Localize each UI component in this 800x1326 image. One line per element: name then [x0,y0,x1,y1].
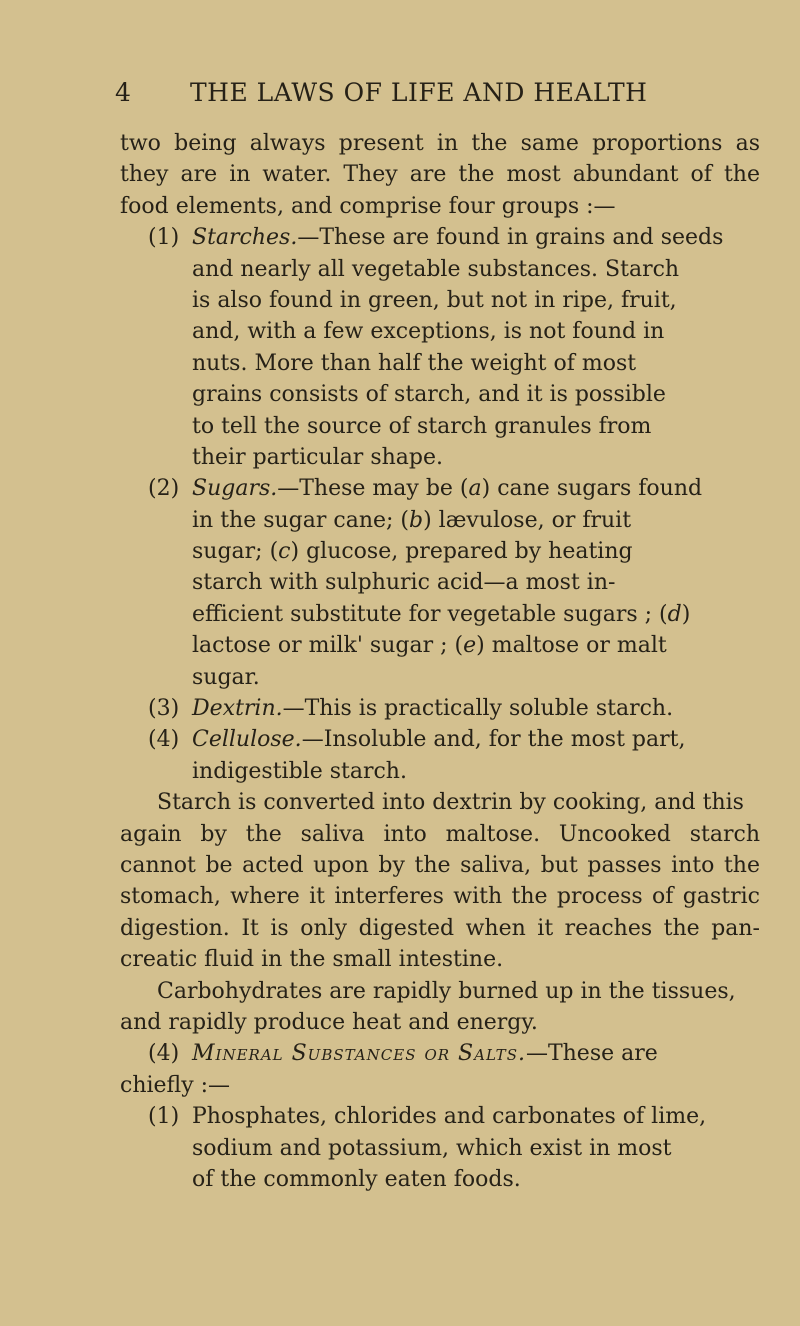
text-span: ) glucose, prepared by heating [290,539,633,565]
text-span: —These are [525,1041,658,1067]
text-span: —This is practically soluble starch. [282,696,674,722]
letter-b: b [409,507,424,533]
sugars-line [120,473,760,504]
text-line [120,630,760,661]
minerals-heading: Mineral Substances or Salts. [192,1041,526,1067]
text-line: their particular shape. [192,444,443,470]
text-line: they are in water. They are the most abundant of the [120,162,760,188]
item-label: (1) [148,1104,180,1130]
minerals-heading-line [120,1038,760,1069]
text-line: chiefly :— [120,1072,231,1098]
text-span: —These may be ( [277,476,469,502]
text-line: indigestible starch. [192,758,407,784]
letter-c: c [278,539,291,565]
text-span: efficient substitute for vegetable sugars ; ( [192,601,668,627]
text-span: ) maltose or malt [476,633,667,659]
text-line: two being always present in the same proportions as [120,131,760,156]
page-number: 4 [115,78,132,107]
term-sugars: Sugars. [192,476,278,502]
cellulose-line [120,724,760,755]
text-line: grains consists of starch, and it is possible [192,382,666,408]
item-label: (1) [148,225,180,251]
text-line: sugar. [192,664,260,690]
item-label: (3) [148,696,180,722]
phosphates-line [120,1101,760,1132]
running-title: THE LAWS OF LIFE AND HEALTH [190,78,648,107]
text-span: ) lævulose, or fruit [423,507,632,533]
text-line: Starch is converted into dextrin by cooking, and this [157,790,744,816]
text-span: sugar; ( [192,539,279,565]
item-label: (4) [148,1041,180,1067]
text-line [120,505,760,536]
item-label: (2) [148,476,180,502]
text-line: food elements, and comprise four groups :— [120,193,616,219]
text-line: creatic fluid in the small intestine. [120,947,504,973]
text-span: —These are found in grains and seeds [297,225,724,251]
term-starches: Starches. [192,225,298,251]
text-line: cannot be acted upon by the saliva, but passes into the [120,852,760,878]
text-span: Phosphates, chlorides and carbonates of lime, [192,1104,707,1130]
text-line: again by the saliva into maltose. Uncooked starch [120,821,760,847]
text-span: ) cane sugars found [481,476,703,502]
text-line: and, with a few exceptions, is not found in [192,319,665,345]
text-line: starch with sulphuric acid—a most in- [192,570,616,596]
text-span: lactose or milk' sugar ; ( [192,633,464,659]
text-line: stomach, where it interferes with the process of gastric [120,884,760,910]
text-line: digestion. It is only digested when it reaches the pan- [120,915,760,941]
text-line [120,599,760,630]
text-line: of the commonly eaten foods. [192,1166,521,1192]
text-span: in the sugar cane; ( [192,507,410,533]
body-text [120,128,760,1195]
text-line [120,536,760,567]
dextrin-line [120,693,760,724]
text-line: nuts. More than half the weight of most [192,350,637,376]
text-line: and nearly all vegetable substances. Starch [192,256,680,282]
starches-line [120,222,760,253]
letter-d: d [667,601,682,627]
term-cellulose: Cellulose. [192,727,302,753]
letter-e: e [463,633,477,659]
text-line: and rapidly produce heat and energy. [120,1009,538,1035]
text-span: —Insoluble and, for the most part, [301,727,686,753]
text-line: sodium and potassium, which exist in most [192,1135,672,1161]
running-header [115,78,715,114]
text-line: to tell the source of starch granules from [192,413,652,439]
text-span: ) [681,601,691,627]
text-line: is also found in green, but not in ripe, fruit, [192,287,677,313]
letter-a: a [468,476,482,502]
item-label: (4) [148,727,180,753]
term-dextrin: Dextrin. [192,696,283,722]
text-line: Carbohydrates are rapidly burned up in the tissues, [157,978,736,1004]
